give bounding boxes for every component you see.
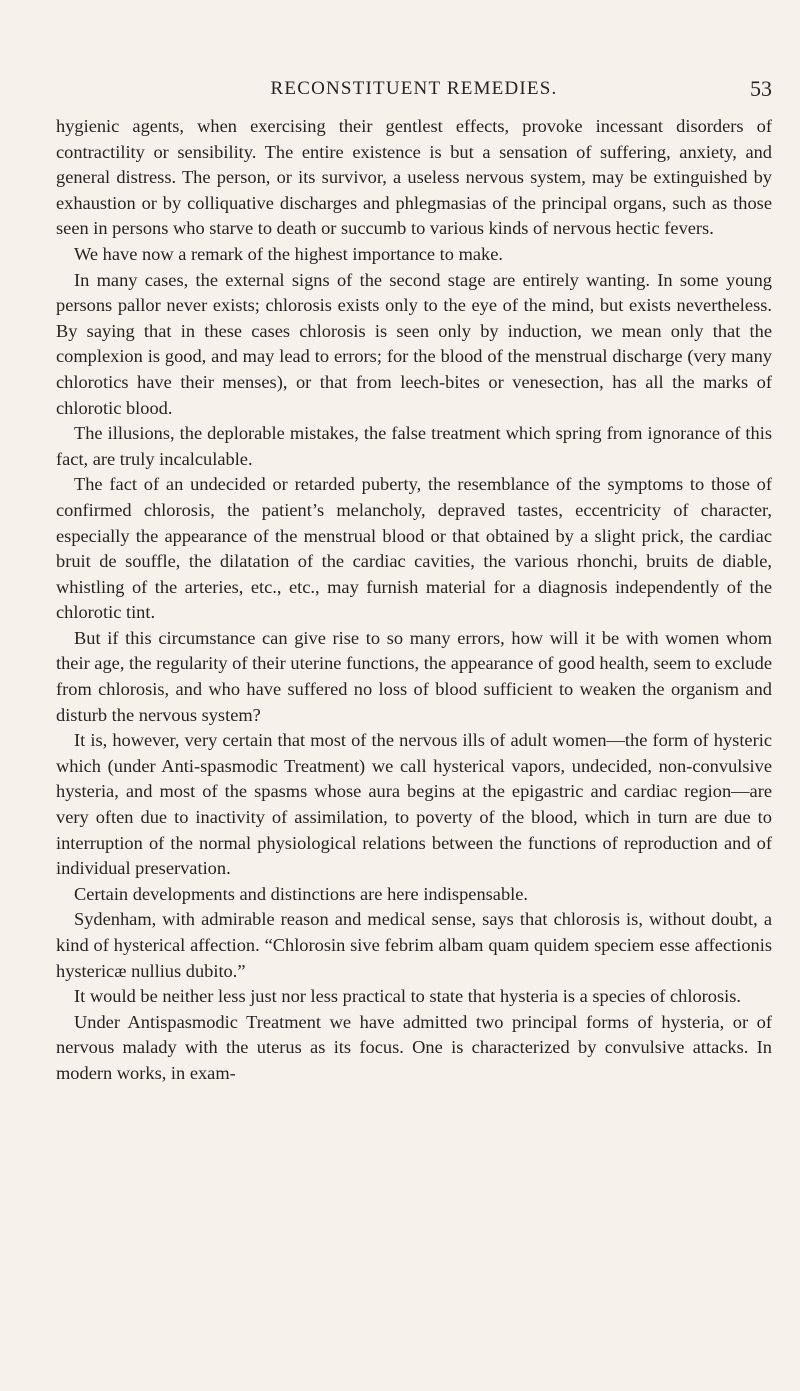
page-number: 53 xyxy=(750,76,772,101)
paragraph-quotation: Sydenham, with admirable reason and medical sense, says that chlorosis is, without doubt, a kind of hysterical affection. “Chlorosin sive febrim albam quam quidem speciem esse affectionis hystericæ nullius dubito.” xyxy=(56,909,772,981)
paragraph: We have now a remark of the highest importance to make. xyxy=(74,243,504,264)
paragraph: It would be neither less just nor less practical to state that hysteria is a species of chlorosis. xyxy=(74,986,742,1007)
body-text xyxy=(56,114,772,1087)
paragraph: The fact of an undecided or retarded puberty, the resemblance of the symptoms to those of confirmed chlorosis, the patient’s melancholy, depraved tastes, eccentricity of character, especially the appearance of the menstrual blood or that obtained by a slight prick, the cardiac bruit de souffle, the dilatation of the cardiac cavities, the various rhonchi, bruits de diable, whistling of the arteries, etc., etc., may furnish material for a diagnosis independently of the chlorotic tint. xyxy=(56,474,772,623)
paragraph-continuation: hygienic agents, when exercising their gentlest effects, provoke incessant disorders of contractility or sensibility. The entire existence is but a sensation of suffering, anxiety, and general distress. The person, or its survivor, a useless nervous system, may be extinguished by exhaustion or by colliquative discharges and phlegmasias of the principal organs, such as those seen in persons who starve to death or succumb to various kinds of nervous hectic fevers. xyxy=(56,116,772,239)
paragraph: The illusions, the deplorable mistakes, the false treatment which spring from ignorance of this fact, are truly incalculable. xyxy=(56,423,772,469)
running-title: RECONSTITUENT REMEDIES. xyxy=(270,78,558,99)
paragraph: It is, however, very certain that most of the nervous ills of adult women—the form of hysteric which (under Anti-spasmodic Treatment) we call hysterical vapors, undecided, non-convulsive hysteria, and most of the spasms whose aura begins at the epigastric and cardiac region—are very often due to inactivity of assimilation, to poverty of the blood, which in turn are due to interruption of the normal physiological relations between the functions of reproduction and of individual preservation. xyxy=(56,730,772,879)
paragraph: But if this circumstance can give rise to so many errors, how will it be with women whom their age, the regularity of their uterine functions, the appearance of good health, seem to exclude from chlorosis, and who have suffered no loss of blood sufficient to weaken the organism and disturb the nervous system? xyxy=(56,627,772,725)
paragraph: Under Antispasmodic Treatment we have admitted two principal forms of hysteria, or of nervous malady with the uterus as its focus. One is characterized by convulsive attacks. In modern works, in exam- xyxy=(56,1011,772,1083)
paragraph: Certain developments and distinctions are here indispensable. xyxy=(74,883,529,904)
running-header xyxy=(56,74,772,104)
paragraph: In many cases, the external signs of the second stage are entirely wanting. In some young persons pallor never exists; chlorosis exists only to the eye of the mind, but exists nevertheless. By saying that in these cases chlorosis is seen only by induction, we mean only that the complexion is good, and may lead to errors; for the blood of the menstrual discharge (very many chlorotics have their menses), or that from leech-bites or venesection, has all the marks of chlorotic blood. xyxy=(56,269,772,418)
